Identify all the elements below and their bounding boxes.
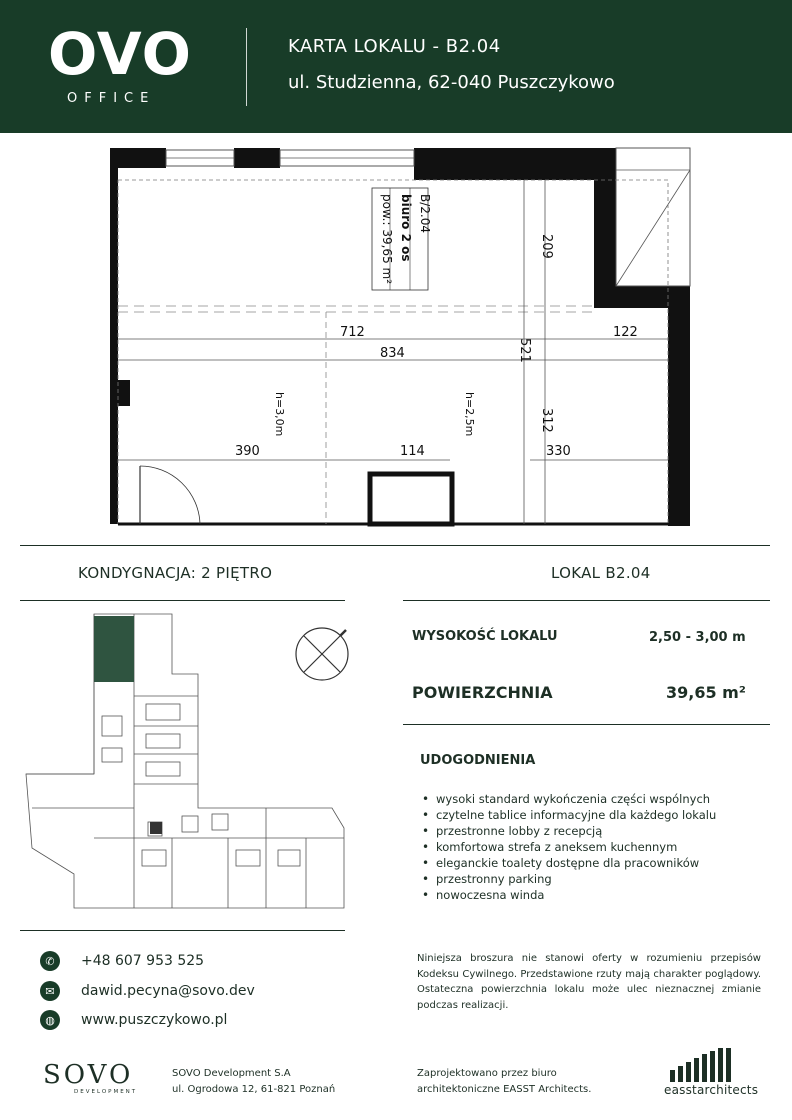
dim-label: 209 [539,234,554,259]
phone-row[interactable] [40,951,205,971]
shaft [370,474,452,524]
email-row[interactable] [40,981,255,1001]
wall-segment [118,380,130,406]
website-link[interactable]: www.puszczykowo.pl [81,1012,228,1028]
divider [20,545,770,546]
balcony [616,148,690,286]
list-item: • przestronne lobby z recepcją [420,823,716,839]
divider [20,930,345,931]
sovo-logo: SOVO [43,1060,134,1090]
amenities-title: UDOGODNIENIA [420,753,536,768]
list-item: • eleganckie toalety dostępne dla pracowników [420,855,716,871]
area-value: 39,65 m² [666,683,746,702]
designer-info [417,1066,591,1098]
area-label: POWIERZCHNIA [412,683,553,702]
wall-segment [110,148,118,524]
dim-label: 712 [340,325,365,340]
header-divider [246,28,247,106]
wall-segment [110,148,166,168]
list-item: • przestronny parking [420,871,716,887]
dim-label: 312 [539,408,554,433]
dim-label: 330 [546,444,571,459]
designer-line: architektoniczne EASST Architects. [417,1084,592,1095]
sovo-logo-subtitle: DEVELOPMENT [74,1089,138,1095]
wall-segment [594,148,616,290]
email-link[interactable]: dawid.pecyna@sovo.dev [81,983,255,999]
phone-number[interactable]: +48 607 953 525 [81,953,205,969]
page-address: ul. Studzienna, 62-040 Puszczykowo [288,72,615,93]
ovo-logo: OVO [48,20,192,88]
list-item: • komfortowa strefa z aneksem kuchennym [420,839,716,855]
compass-icon [294,626,350,682]
floor-plan [100,146,696,534]
amenities-list [420,791,716,903]
divider [20,600,345,601]
disclaimer: Niniejsza broszura nie stanowi oferty w rozumieniu przepisów Kodeksu Cywilnego. Przedstawione rzuty mają charakter poglądowy. Ostateczna powierzchnia lokalu może ulec nieznacznej zmianie podczas realizacji. [417,953,761,1011]
globe-icon: ◍ [40,1010,60,1030]
height-label: WYSOKOŚĆ LOKALU [412,629,558,644]
room-area: pow.: 39,65 m² [380,194,394,285]
dim-label: 114 [400,444,425,459]
mail-icon: ✉ [40,981,60,1001]
company-name: SOVO Development S.A [172,1068,291,1079]
designer-line: Zaprojektowano przez biuro [417,1068,557,1079]
dim-label: 834 [380,346,405,361]
unit-highlight [94,616,134,682]
room-id: B/2.04 [418,194,432,233]
dim-label: 122 [613,325,638,340]
company-address: ul. Ogrodowa 12, 61-821 Poznań [172,1084,336,1095]
wall-segment [414,148,616,180]
list-item: • wysoki standard wykończenia części wspólnych [420,791,716,807]
wall-segment [668,286,690,526]
ovo-logo-subtitle: OFFICE [67,91,156,106]
company-info [172,1066,335,1098]
room-type: biuro 2 os [399,194,413,262]
height-label: h=3,0m [273,392,286,437]
header-banner [0,0,792,133]
list-item: • nowoczesna winda [420,887,716,903]
height-value: 2,50 - 3,00 m [649,630,746,645]
unit-label: LOKAL B2.04 [551,564,651,582]
web-row[interactable] [40,1010,228,1030]
height-label: h=2,5m [463,392,476,437]
easst-logo-icon [670,1048,742,1082]
page-title: KARTA LOKALU - B2.04 [288,36,501,57]
wall-segment [234,148,280,168]
list-item: • czytelne tablice informacyjne dla każdego lokalu [420,807,716,823]
dim-label: 521 [517,338,532,363]
phone-icon: ✆ [40,951,60,971]
dim-label: 390 [235,444,260,459]
divider [403,724,770,725]
floor-label: KONDYGNACJA: 2 PIĘTRO [78,564,273,582]
easst-logo-text: easstarchitects [664,1083,759,1097]
divider [403,600,770,601]
